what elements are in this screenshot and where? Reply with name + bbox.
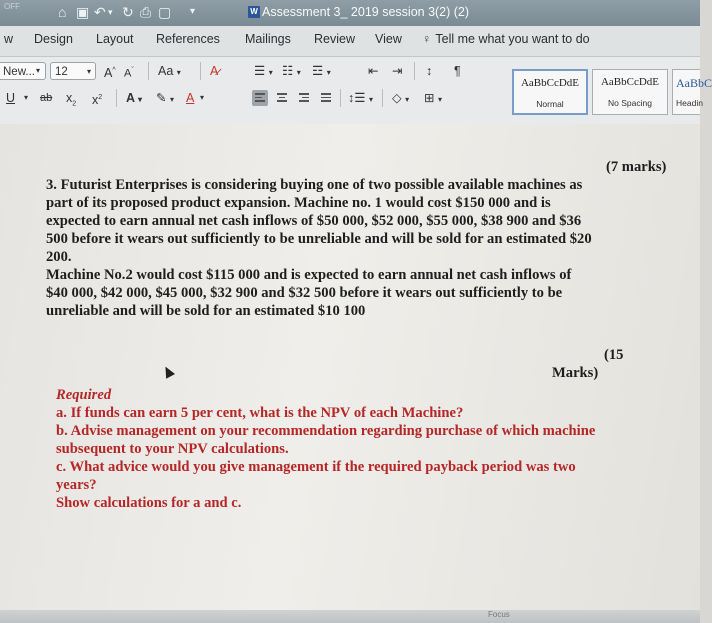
align-left-icon[interactable]: [252, 90, 268, 106]
borders-icon[interactable]: ⊞ ▾: [424, 91, 442, 105]
font-size-select[interactable]: [50, 62, 96, 80]
ribbon-separator: [340, 89, 341, 107]
font-color-dropdown-icon[interactable]: ▾: [200, 93, 205, 102]
marks-label-line2: Marks): [552, 365, 599, 381]
title-bar: [0, 0, 700, 26]
required-item: a. If funds can earn 5 per cent, what is the NPV of each Machine?: [56, 405, 464, 421]
font-name-value: New...: [3, 66, 35, 78]
lightbulb-icon: ♀: [422, 32, 432, 46]
question-line: 3. Futurist Enterprises is considering buying one of two possible available machines as: [46, 177, 583, 193]
tab-view[interactable]: View: [375, 32, 402, 46]
save-icon[interactable]: ▣: [76, 4, 90, 20]
increase-indent-icon[interactable]: ⇥: [392, 64, 403, 78]
tab-references[interactable]: References: [156, 32, 220, 46]
style-no-spacing[interactable]: [592, 69, 668, 115]
shrink-font-button[interactable]: $A^ˇ$: [124, 67, 134, 80]
home-ribbon: [0, 57, 712, 125]
word-document-icon: W: [248, 6, 260, 18]
tell-me-label: Tell me what you want to do: [435, 32, 590, 46]
required-item: Show calculations for a and c.: [56, 495, 242, 511]
underline-icon[interactable]: U: [6, 91, 16, 105]
required-heading: Required: [56, 387, 112, 403]
required-item: years?: [56, 477, 97, 493]
subscript-icon[interactable]: $x_2$: [66, 91, 77, 108]
style-normal-sample: AaBbCcDdE: [520, 77, 580, 89]
ribbon-separator: [116, 89, 117, 107]
document-title: Assessment 3_ 2019 session 3(2) (2): [262, 5, 470, 19]
font-size-value: 12: [55, 66, 68, 78]
change-case-button[interactable]: Aa ▾: [158, 64, 181, 78]
style-heading-sample: AaBbC: [676, 76, 712, 90]
status-bar: [0, 610, 700, 623]
style-heading[interactable]: [672, 69, 712, 115]
style-no-spacing-name: No Spacing: [608, 98, 652, 108]
ribbon-separator: [414, 62, 415, 80]
question-line: Machine No.2 would cost $115 000 and is expected to earn annual net cash inflows of: [46, 267, 572, 283]
style-heading-name: Headin: [676, 98, 703, 108]
tab-layout[interactable]: Layout: [96, 32, 134, 46]
focus-mode-label[interactable]: Focus: [488, 610, 510, 619]
bullets-icon[interactable]: ☰ ▾: [254, 64, 273, 78]
question-line: 500 before it wears out sufficiently to be unreliable and will be sold for an estimated $20: [46, 231, 592, 247]
tab-mailings[interactable]: Mailings: [245, 32, 291, 46]
numbering-icon[interactable]: ☷ ▾: [282, 64, 301, 78]
grow-font-button[interactable]: A^: [104, 66, 116, 81]
redo-icon[interactable]: ↻: [122, 4, 134, 20]
show-formatting-marks-icon[interactable]: ¶: [454, 64, 461, 78]
font-name-dropdown-icon[interactable]: ▾: [36, 66, 41, 75]
text-effects-icon[interactable]: A ▾: [126, 91, 143, 105]
question-line: part of its proposed product expansion. Machine no. 1 would cost $150 000 and is: [46, 195, 551, 211]
ribbon-separator: [148, 62, 149, 80]
align-right-icon[interactable]: [296, 90, 312, 106]
clear-formatting-icon[interactable]: A̷: [210, 64, 219, 78]
customize-toolbar-icon[interactable]: ▾: [190, 6, 196, 17]
font-color-icon[interactable]: A: [186, 91, 195, 105]
strikethrough-icon[interactable]: ab: [40, 92, 53, 104]
style-no-spacing-sample: AaBbCcDdE: [600, 76, 660, 88]
style-normal-name: Normal: [536, 99, 564, 109]
print-icon[interactable]: ⎙: [140, 4, 152, 20]
undo-icon[interactable]: ↶: [94, 4, 106, 20]
marks-label-line1: (15: [604, 347, 624, 363]
required-item: c. What advice would you give management if the required payback period was two: [56, 459, 576, 475]
ribbon-separator: [382, 89, 383, 107]
tell-me-search[interactable]: [422, 32, 590, 46]
shrink-font-label: A: [124, 67, 132, 80]
undo-dropdown-icon[interactable]: ▾: [108, 7, 113, 17]
tab-review[interactable]: Review: [314, 32, 355, 46]
required-item: b. Advise management on your recommendation regarding purchase of which machine: [56, 423, 596, 439]
style-normal[interactable]: [512, 69, 588, 115]
home-icon[interactable]: ⌂: [58, 4, 67, 20]
question-line: 200.: [46, 249, 72, 265]
highlight-icon[interactable]: ✎ ▾: [156, 91, 174, 105]
underline-dropdown-icon[interactable]: ▾: [24, 93, 29, 102]
shading-icon[interactable]: ◇ ▾: [392, 91, 410, 105]
question-line: expected to earn annual net cash inflows of $50 000, $52 000, $55 000, $38 900 and $36: [46, 213, 582, 229]
font-size-dropdown-icon: ▾: [86, 67, 91, 76]
question-line: unreliable and will be sold for an estimated $10 100: [46, 303, 366, 319]
window-controls-label: OFF: [4, 2, 20, 11]
justify-icon[interactable]: [318, 90, 334, 106]
ribbon-separator: [200, 62, 201, 80]
new-document-icon[interactable]: ▢: [158, 4, 172, 20]
question-line: $40 000, $42 000, $45 000, $32 900 and $32 500 before it wears out sufficiently to be: [46, 285, 563, 301]
line-spacing-icon[interactable]: ↕☰ ▾: [348, 91, 373, 105]
required-item: subsequent to your NPV calculations.: [56, 441, 289, 457]
decrease-indent-icon[interactable]: ⇤: [368, 64, 379, 78]
ribbon-tab-bar: [0, 26, 700, 57]
change-case-label: Aa: [158, 64, 174, 78]
tab-design[interactable]: Design: [34, 32, 73, 46]
sort-icon[interactable]: ↕: [426, 64, 433, 78]
grow-font-label: A: [104, 66, 113, 81]
multilevel-list-icon[interactable]: ☲ ▾: [312, 64, 331, 78]
tab-partial[interactable]: w: [4, 32, 14, 46]
question-marks: (7 marks): [606, 159, 667, 175]
align-center-icon[interactable]: [274, 90, 290, 106]
superscript-icon[interactable]: $x^2$: [92, 93, 103, 108]
